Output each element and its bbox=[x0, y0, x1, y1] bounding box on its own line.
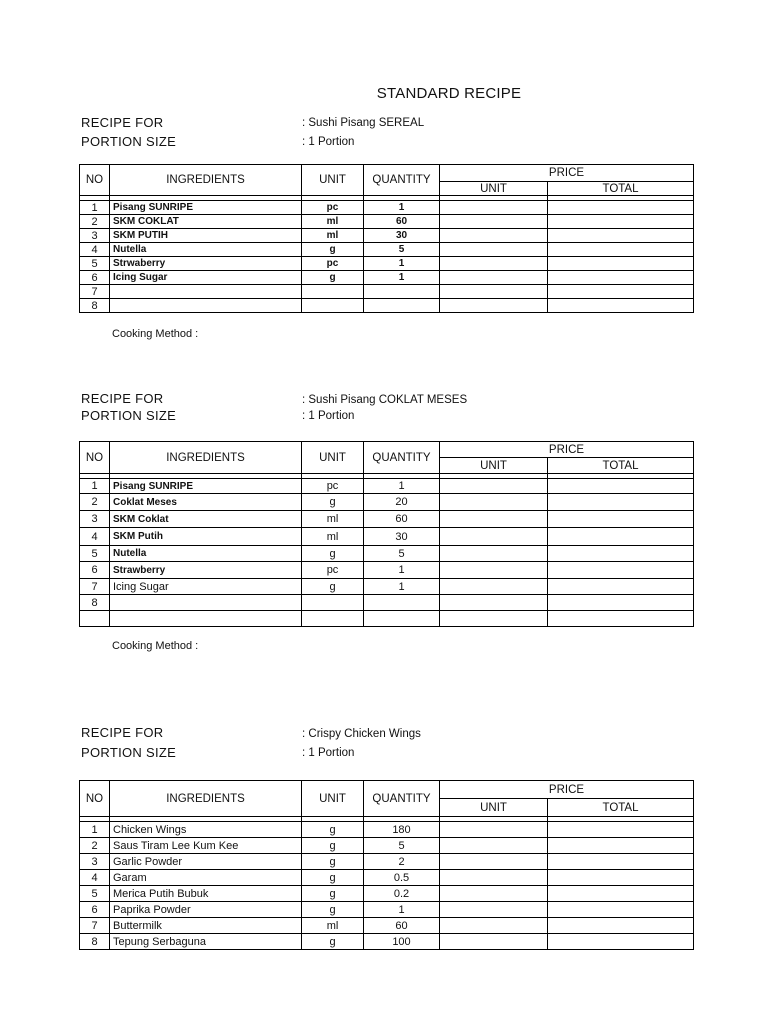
table-cell: 1 bbox=[364, 902, 440, 918]
table-cell: 7 bbox=[80, 579, 110, 595]
table-cell: 30 bbox=[364, 229, 440, 243]
table-cell bbox=[548, 579, 694, 595]
table-cell: g bbox=[302, 934, 364, 950]
table-cell bbox=[440, 528, 548, 546]
table-cell: 2 bbox=[80, 838, 110, 854]
header-price-total: TOTAL bbox=[548, 182, 694, 196]
table-cell: 1 bbox=[364, 562, 440, 579]
table-cell: Pisang SUNRIPE bbox=[110, 479, 302, 494]
table-cell: Paprika Powder bbox=[110, 902, 302, 918]
table-cell: g bbox=[302, 822, 364, 838]
table-cell: g bbox=[302, 902, 364, 918]
table-row bbox=[80, 479, 694, 494]
table-cell: Nutella bbox=[110, 546, 302, 562]
header-quantity: QUANTITY bbox=[364, 781, 440, 817]
table-cell: 8 bbox=[80, 299, 110, 313]
table-cell bbox=[440, 854, 548, 870]
table-cell bbox=[440, 562, 548, 579]
table-cell: Nutella bbox=[110, 243, 302, 257]
table-cell: 60 bbox=[364, 511, 440, 528]
table-row bbox=[80, 546, 694, 562]
table-cell: 30 bbox=[364, 528, 440, 546]
recipe-for-label: RECIPE FOR bbox=[81, 115, 164, 130]
table-cell: SKM COKLAT bbox=[110, 215, 302, 229]
table-cell bbox=[548, 511, 694, 528]
table-cell: 5 bbox=[364, 838, 440, 854]
table-cell: 100 bbox=[364, 934, 440, 950]
header-price-unit: UNIT bbox=[440, 458, 548, 474]
table-cell bbox=[440, 822, 548, 838]
table-cell: 1 bbox=[364, 271, 440, 285]
table-cell: 0.5 bbox=[364, 870, 440, 886]
table-cell bbox=[548, 229, 694, 243]
header-ingredients: INGREDIENTS bbox=[110, 165, 302, 196]
table-cell bbox=[548, 201, 694, 215]
table-cell bbox=[440, 271, 548, 285]
table-cell: 4 bbox=[80, 243, 110, 257]
table-cell: g bbox=[302, 579, 364, 595]
table-cell: pc bbox=[302, 479, 364, 494]
table-cell bbox=[440, 201, 548, 215]
table-cell: Pisang SUNRIPE bbox=[110, 201, 302, 215]
table-cell: g bbox=[302, 838, 364, 854]
table-cell bbox=[440, 285, 548, 299]
table-cell: g bbox=[302, 546, 364, 562]
table-cell bbox=[440, 611, 548, 627]
table-cell bbox=[548, 886, 694, 902]
table-cell bbox=[440, 886, 548, 902]
table-cell: pc bbox=[302, 562, 364, 579]
table-cell bbox=[548, 918, 694, 934]
header-price: PRICE bbox=[440, 165, 694, 182]
table-cell: g bbox=[302, 271, 364, 285]
portion-size-label: PORTION SIZE bbox=[81, 408, 177, 423]
table-cell: 1 bbox=[80, 822, 110, 838]
table-cell: 3 bbox=[80, 854, 110, 870]
table-cell bbox=[548, 494, 694, 511]
table-cell bbox=[548, 902, 694, 918]
header-price-unit: UNIT bbox=[440, 182, 548, 196]
table-cell bbox=[302, 611, 364, 627]
header-unit: UNIT bbox=[302, 442, 364, 474]
table-cell: 8 bbox=[80, 595, 110, 611]
header-price-total: TOTAL bbox=[548, 799, 694, 817]
table-cell: Tepung Serbaguna bbox=[110, 934, 302, 950]
table-cell bbox=[364, 299, 440, 313]
table-cell: Coklat Meses bbox=[110, 494, 302, 511]
table-cell bbox=[302, 299, 364, 313]
table-cell bbox=[364, 611, 440, 627]
table-cell bbox=[548, 838, 694, 854]
table-cell: pc bbox=[302, 257, 364, 271]
table-cell bbox=[548, 285, 694, 299]
portion-size-label: PORTION SIZE bbox=[81, 134, 177, 149]
table-row bbox=[80, 285, 694, 299]
table-cell: ml bbox=[302, 918, 364, 934]
table-row bbox=[80, 271, 694, 285]
table-row bbox=[80, 611, 694, 627]
header-quantity: QUANTITY bbox=[364, 165, 440, 196]
table-row bbox=[80, 243, 694, 257]
table-cell: 7 bbox=[80, 285, 110, 299]
table-row bbox=[80, 934, 694, 950]
table-cell: g bbox=[302, 886, 364, 902]
table-cell bbox=[548, 271, 694, 285]
cooking-method-label: Cooking Method : bbox=[112, 640, 199, 652]
header-unit: UNIT bbox=[302, 781, 364, 817]
table-cell: Strwaberry bbox=[110, 257, 302, 271]
table-cell: Buttermilk bbox=[110, 918, 302, 934]
table-cell: SKM Coklat bbox=[110, 511, 302, 528]
recipe-table bbox=[79, 164, 694, 313]
table-cell bbox=[440, 838, 548, 854]
table-cell: Merica Putih Bubuk bbox=[110, 886, 302, 902]
recipe-name: : Crispy Chicken Wings bbox=[302, 728, 421, 740]
table-row bbox=[80, 511, 694, 528]
table-cell bbox=[364, 595, 440, 611]
table-cell bbox=[548, 479, 694, 494]
table-cell bbox=[440, 257, 548, 271]
table-cell: g bbox=[302, 854, 364, 870]
table-row bbox=[80, 528, 694, 546]
table-row bbox=[80, 822, 694, 838]
table-cell bbox=[364, 285, 440, 299]
table-cell: 60 bbox=[364, 918, 440, 934]
table-cell: Icing Sugar bbox=[110, 579, 302, 595]
table-row bbox=[80, 215, 694, 229]
table-cell bbox=[440, 494, 548, 511]
table-cell bbox=[440, 243, 548, 257]
table-cell bbox=[548, 562, 694, 579]
table-cell: ml bbox=[302, 215, 364, 229]
table-cell: 7 bbox=[80, 918, 110, 934]
recipe-for-label: RECIPE FOR bbox=[81, 391, 164, 406]
table-cell: SKM Putih bbox=[110, 528, 302, 546]
header-ingredients: INGREDIENTS bbox=[110, 442, 302, 474]
table-cell bbox=[440, 579, 548, 595]
table-row bbox=[80, 562, 694, 579]
table-cell bbox=[440, 215, 548, 229]
table-cell: Saus Tiram Lee Kum Kee bbox=[110, 838, 302, 854]
table-cell: 5 bbox=[80, 546, 110, 562]
table-cell: ml bbox=[302, 528, 364, 546]
table-cell: 4 bbox=[80, 870, 110, 886]
header-price-unit: UNIT bbox=[440, 799, 548, 817]
table-cell: 2 bbox=[364, 854, 440, 870]
table-cell bbox=[110, 299, 302, 313]
table-cell: 20 bbox=[364, 494, 440, 511]
table-cell: 5 bbox=[364, 243, 440, 257]
table-cell bbox=[440, 870, 548, 886]
table-cell bbox=[440, 229, 548, 243]
table-cell: 3 bbox=[80, 511, 110, 528]
table-cell bbox=[302, 285, 364, 299]
portion-value: : 1 Portion bbox=[302, 747, 355, 759]
header-unit: UNIT bbox=[302, 165, 364, 196]
table-cell bbox=[110, 611, 302, 627]
table-cell bbox=[302, 595, 364, 611]
table-cell bbox=[440, 546, 548, 562]
table-cell bbox=[548, 870, 694, 886]
table-cell: Chicken Wings bbox=[110, 822, 302, 838]
portion-value: : 1 Portion bbox=[302, 136, 355, 148]
table-cell: 6 bbox=[80, 902, 110, 918]
table-cell bbox=[440, 511, 548, 528]
table-cell: 2 bbox=[80, 215, 110, 229]
recipe-name: : Sushi Pisang SEREAL bbox=[302, 117, 425, 129]
table-cell: 1 bbox=[364, 257, 440, 271]
table-cell: Strawberry bbox=[110, 562, 302, 579]
table-cell: 1 bbox=[364, 201, 440, 215]
table-cell bbox=[548, 934, 694, 950]
table-cell bbox=[548, 854, 694, 870]
table-row bbox=[80, 257, 694, 271]
table-cell: 1 bbox=[364, 479, 440, 494]
table-cell: g bbox=[302, 494, 364, 511]
table-row bbox=[80, 918, 694, 934]
table-row bbox=[80, 229, 694, 243]
table-cell bbox=[548, 215, 694, 229]
table-cell bbox=[548, 257, 694, 271]
table-cell: Garlic Powder bbox=[110, 854, 302, 870]
table-cell: g bbox=[302, 243, 364, 257]
table-cell: 0.2 bbox=[364, 886, 440, 902]
table-cell: 4 bbox=[80, 528, 110, 546]
table-cell: 5 bbox=[364, 546, 440, 562]
table-cell: Icing Sugar bbox=[110, 271, 302, 285]
table-cell bbox=[548, 595, 694, 611]
table-cell: 180 bbox=[364, 822, 440, 838]
recipe-table bbox=[79, 780, 694, 950]
table-row bbox=[80, 870, 694, 886]
table-cell bbox=[548, 546, 694, 562]
table-row bbox=[80, 838, 694, 854]
table-cell bbox=[110, 285, 302, 299]
portion-size-label: PORTION SIZE bbox=[81, 745, 177, 760]
header-price: PRICE bbox=[440, 781, 694, 799]
header-no: NO bbox=[80, 781, 110, 817]
table-row bbox=[80, 494, 694, 511]
table-row bbox=[80, 854, 694, 870]
table-cell: Garam bbox=[110, 870, 302, 886]
recipe-table bbox=[79, 441, 694, 627]
header-quantity: QUANTITY bbox=[364, 442, 440, 474]
header-price: PRICE bbox=[440, 442, 694, 458]
table-cell: ml bbox=[302, 511, 364, 528]
document-title: STANDARD RECIPE bbox=[376, 85, 522, 102]
table-row bbox=[80, 201, 694, 215]
table-row bbox=[80, 299, 694, 313]
table-cell bbox=[548, 528, 694, 546]
table-cell: pc bbox=[302, 201, 364, 215]
table-cell: 6 bbox=[80, 562, 110, 579]
header-ingredients: INGREDIENTS bbox=[110, 781, 302, 817]
table-row bbox=[80, 579, 694, 595]
table-cell: 60 bbox=[364, 215, 440, 229]
table-cell: 8 bbox=[80, 934, 110, 950]
table-cell bbox=[440, 934, 548, 950]
header-no: NO bbox=[80, 165, 110, 196]
table-row bbox=[80, 595, 694, 611]
table-cell: 1 bbox=[80, 479, 110, 494]
table-cell bbox=[80, 611, 110, 627]
table-cell: SKM PUTIH bbox=[110, 229, 302, 243]
table-cell bbox=[548, 243, 694, 257]
header-no: NO bbox=[80, 442, 110, 474]
header-price-total: TOTAL bbox=[548, 458, 694, 474]
table-row bbox=[80, 886, 694, 902]
table-cell: 6 bbox=[80, 271, 110, 285]
table-row bbox=[80, 902, 694, 918]
recipe-for-label: RECIPE FOR bbox=[81, 725, 164, 740]
table-cell: 3 bbox=[80, 229, 110, 243]
table-cell bbox=[110, 595, 302, 611]
table-cell: 1 bbox=[364, 579, 440, 595]
table-cell bbox=[440, 918, 548, 934]
table-cell bbox=[548, 822, 694, 838]
table-cell: 2 bbox=[80, 494, 110, 511]
table-cell: 5 bbox=[80, 886, 110, 902]
table-cell bbox=[548, 611, 694, 627]
table-cell: 1 bbox=[80, 201, 110, 215]
portion-value: : 1 Portion bbox=[302, 410, 355, 422]
table-cell bbox=[440, 479, 548, 494]
table-cell bbox=[548, 299, 694, 313]
table-cell bbox=[440, 902, 548, 918]
recipe-name: : Sushi Pisang COKLAT MESES bbox=[302, 394, 468, 406]
table-cell: g bbox=[302, 870, 364, 886]
cooking-method-label: Cooking Method : bbox=[112, 328, 199, 340]
table-cell: 5 bbox=[80, 257, 110, 271]
table-cell: ml bbox=[302, 229, 364, 243]
table-cell bbox=[440, 299, 548, 313]
table-cell bbox=[440, 595, 548, 611]
